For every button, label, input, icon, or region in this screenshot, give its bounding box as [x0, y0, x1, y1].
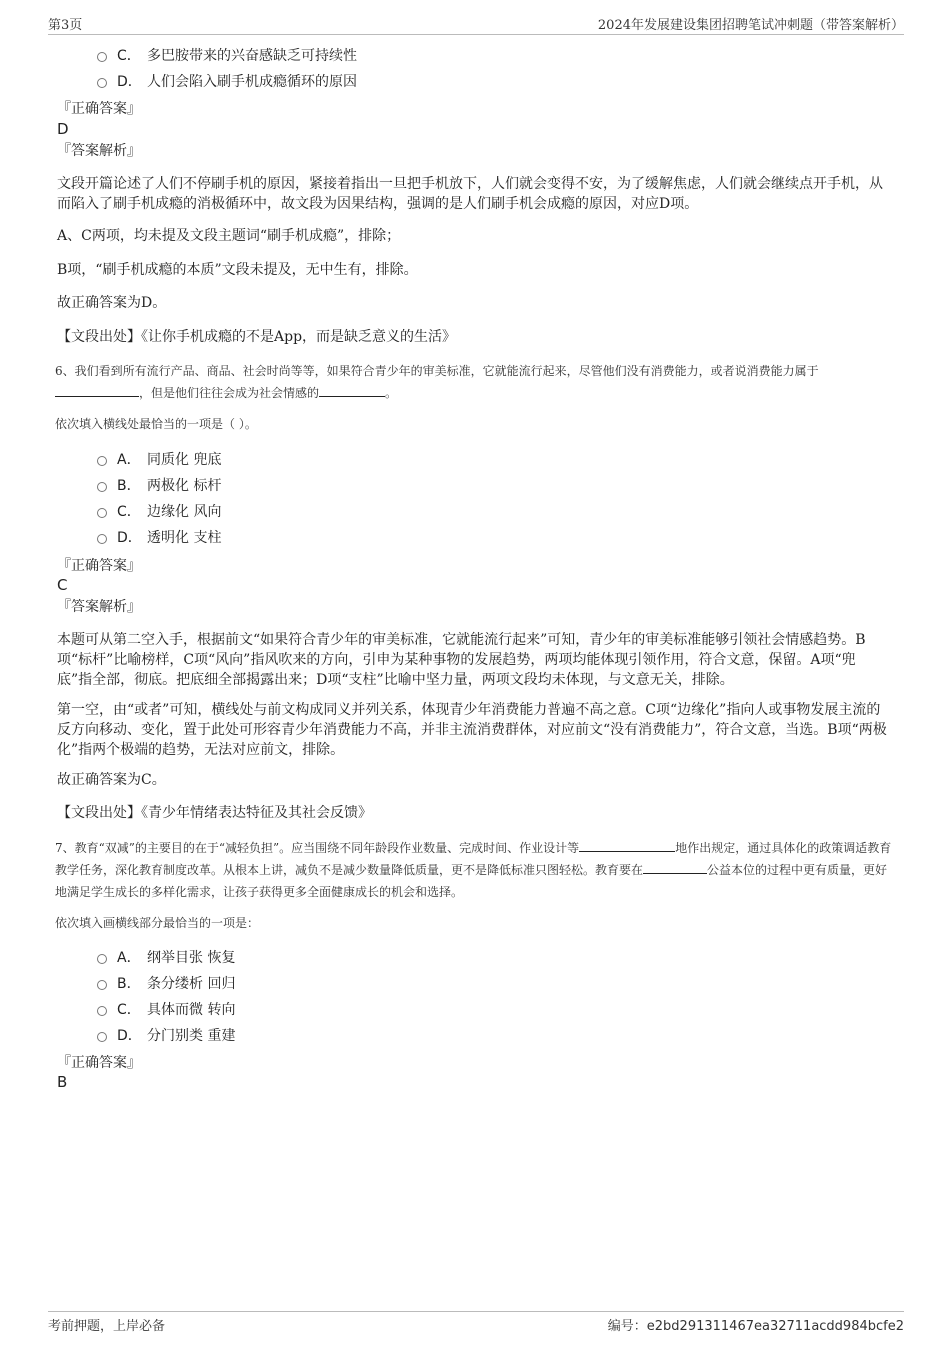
q7-option-a[interactable]: A． 纲举目张 恢复 — [97, 948, 235, 968]
q5-analysis-conclusion: 故正确答案为D。 — [57, 295, 167, 311]
radio-icon[interactable] — [97, 1006, 107, 1016]
q5-analysis-paragraph: A、C两项，均未提及文段主题词“刷手机成瘾”，排除； — [57, 228, 401, 244]
q6-analysis-conclusion: 故正确答案为C。 — [57, 772, 166, 788]
q5-option-c[interactable]: C． 多巴胺带来的兴奋感缺乏可持续性 — [97, 46, 357, 66]
q5-analysis-paragraph: B项，“刷手机成瘾的本质”文段未提及，无中生有，排除。 — [57, 262, 418, 278]
q5-analysis-label: 『答案解析』 — [57, 143, 141, 159]
q6-answer-label: 『正确答案』 — [57, 558, 141, 574]
radio-icon[interactable] — [97, 508, 107, 518]
radio-icon[interactable] — [97, 980, 107, 990]
radio-icon[interactable] — [97, 534, 107, 544]
fill-blank — [579, 839, 675, 852]
q5-option-d[interactable]: D． 人们会陷入刷手机成瘾循环的原因 — [97, 72, 357, 92]
radio-icon[interactable] — [97, 456, 107, 466]
q6-analysis-paragraph: 本题可从第二空入手，根据前文“如果符合青少年的审美标准，它就能流行起来”可知，青少年的审美标准能够引领社会情感趋势。B项“标杆”比喻榜样，C项“风向”指风吹来的方向，引申为某种事物的发展趋势，两项均能体现引领作用，符合文意，保留。A项“兜底”指全部，彻底。把底细全部揭露出来；D项“支柱”比喻中坚力量，两项文段均未体现，与文意无关，排除。 — [57, 632, 866, 688]
q7-stem: 7、教育“双减”的主要目的在于“减轻负担”。应当围绕不同年龄段作业数量、完成时间、作业设计等 地作出规定，通过具体化的政策调适教育教学任务，深化教育制度改革。从根本上讲，减负不是减少数量降低质量，更不是降低标准只图轻松。教育要在 公益本位的过程中更有质量，更好地满足学生成长的多样化需求，让孩子获得更多全面健康成长的机会和选择。 — [55, 841, 892, 899]
fill-blank — [643, 861, 707, 874]
page-header — [48, 14, 904, 35]
q7-prompt: 依次填入画横线部分最恰当的一项是： — [55, 916, 260, 930]
q5-answer-label: 『正确答案』 — [57, 101, 141, 117]
page-footer — [48, 1311, 904, 1337]
q7-option-d[interactable]: D． 分门别类 重建 — [97, 1026, 235, 1046]
document-code: 编号：e2bd291311467ea32711acdd984bcfe2 — [607, 1319, 904, 1334]
q5-source: 【文段出处】《让你手机成瘾的不是App，而是缺乏意义的生活》 — [57, 329, 457, 345]
footer-slogan: 考前押题，上岸必备 — [48, 1319, 166, 1334]
document-title: 2024年发展建设集团招聘笔试冲刺题（带答案解析） — [597, 18, 904, 33]
q6-option-a[interactable]: A． 同质化 兜底 — [97, 450, 221, 470]
radio-icon[interactable] — [97, 954, 107, 964]
radio-icon[interactable] — [97, 482, 107, 492]
q7-answer-label: 『正确答案』 — [57, 1055, 141, 1071]
page-number: 第3页 — [48, 18, 83, 33]
q5-analysis-paragraph: 文段开篇论述了人们不停刷手机的原因，紧接着指出一旦把手机放下，人们就会变得不安，为了缓解焦虑，人们就会继续点开手机，从而陷入了刷手机成瘾的消极循环中，故文段为因果结构，强调的是人们刷手机会成瘾的原因，对应D项。 — [57, 176, 883, 212]
radio-icon[interactable] — [97, 52, 107, 62]
q7-answer: B — [57, 1073, 68, 1091]
q6-prompt: 依次填入横线处最恰当的一项是（ ）。 — [55, 417, 257, 431]
radio-icon[interactable] — [97, 78, 107, 88]
q7-option-b[interactable]: B． 条分缕析 回归 — [97, 974, 235, 994]
q6-option-c[interactable]: C． 边缘化 风向 — [97, 502, 221, 522]
fill-blank — [319, 384, 385, 397]
fill-blank — [55, 384, 139, 397]
q6-answer: C — [57, 576, 68, 594]
q6-option-b[interactable]: B． 两极化 标杆 — [97, 476, 221, 496]
radio-icon[interactable] — [97, 1032, 107, 1042]
q6-analysis-label: 『答案解析』 — [57, 599, 141, 615]
q6-source: 【文段出处】《青少年情绪表达特征及其社会反馈》 — [57, 805, 372, 821]
q5-answer: D — [57, 120, 69, 138]
q6-stem: 6、我们看到所有流行产品、商品、社会时尚等等，如果符合青少年的审美标准，它就能流行起来，尽管他们没有消费能力，或者说消费能力属于，但是他们往往会成为社会情感的 。 — [55, 364, 819, 400]
q6-analysis-paragraph: 第一空，由“或者”可知，横线处与前文构成同义并列关系，体现青少年消费能力普遍不高之意。C项“边缘化”指向人或事物发展主流的反方向移动、变化，置于此处可形容青少年消费能力不高，并非主流消费群体，对应前文“没有消费能力”，符合文意，当选。B项“两极化”指两个极端的趋势，无法对应前文，排除。 — [57, 702, 887, 758]
q7-option-c[interactable]: C． 具体而微 转向 — [97, 1000, 235, 1020]
q6-option-d[interactable]: D． 透明化 支柱 — [97, 528, 221, 548]
